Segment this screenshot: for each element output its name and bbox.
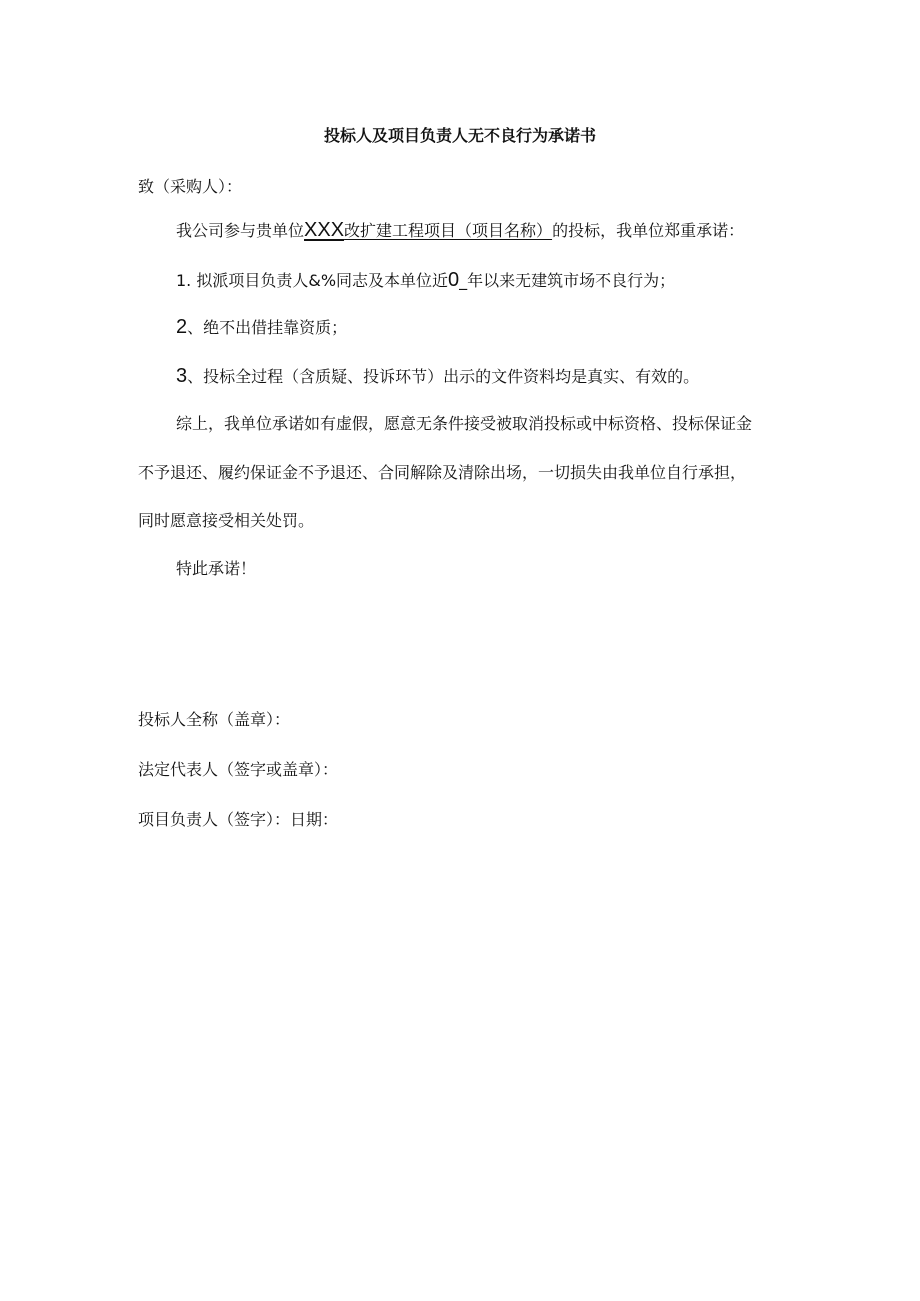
summary-line-3: 同时愿意接受相关处罚。: [138, 511, 315, 530]
intro-prefix: 我公司参与贵单位: [176, 221, 305, 240]
intro-suffix: 的投标，我单位郑重承诺：: [552, 221, 745, 240]
item1-suffix: _年以来无建筑市场不良行为；: [459, 271, 676, 290]
summary-line-1: 综上，我单位承诺如有虚假，愿意无条件接受被取消投标或中标资格、投标保证金: [176, 414, 753, 433]
item1-prefix: 1. 拟派项目负责人&%同志及本单位近: [176, 271, 449, 290]
commitment-item-2: [176, 317, 347, 338]
signature-legal-rep: 法定代表人（签字或盖章）：: [138, 760, 339, 779]
signature-bidder: 投标人全称（盖章）：: [138, 710, 291, 729]
document-title: 投标人及项目负责人无不良行为承诺书: [323, 126, 596, 145]
commitment-item-3: [176, 366, 699, 387]
summary-line-2: 不予退还、履约保证金不予退还、合同解除及清除出场，一切损失由我单位自行承担，: [138, 463, 747, 482]
project-name: 改扩建工程项目（项目名称）: [344, 221, 553, 240]
item1-years: 0: [448, 269, 460, 291]
item3-text: 、投标全过程（含质疑、投诉环节）出示的文件资料均是真实、有效的。: [187, 367, 700, 386]
item3-number: 3: [176, 365, 188, 387]
project-code: XXX: [304, 219, 345, 241]
item2-text: 、绝不出借挂靠资质；: [187, 318, 348, 337]
intro-paragraph: [176, 220, 744, 241]
commitment-item-1: [176, 270, 675, 291]
item2-number: 2: [176, 316, 188, 338]
salutation: 致（采购人）：: [138, 177, 243, 196]
closing-statement: 特此承诺！: [176, 559, 257, 578]
signature-project-manager: 项目负责人（签字）：日期：: [138, 810, 339, 829]
